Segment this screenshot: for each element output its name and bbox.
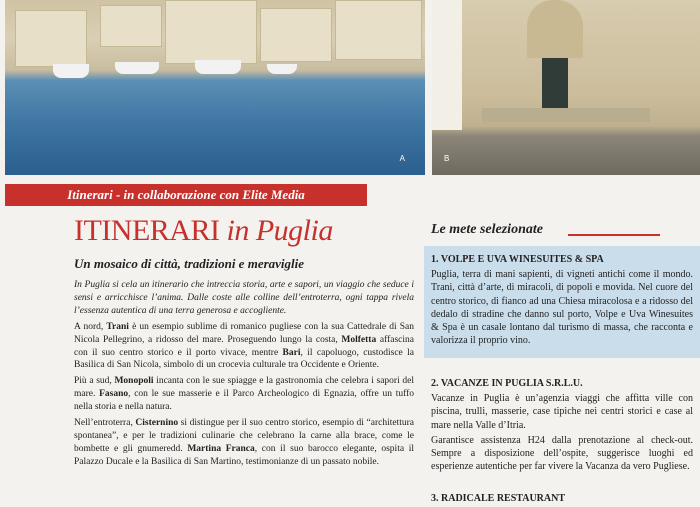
- paragraph-north: A nord, Trani è un esempio sublime di romanico pugliese con la sua Cattedrale di San Nicola Pellegrino, a ridosso del mare. Proseguendo lungo la costa, Molfetta affascina con il suo centro storico e il porto vivace, mentre Bari, il capoluogo, custodisce la Basilica di San Nicola, simbolo di un crocevia culturale tra Occidente e Oriente.: [74, 321, 415, 371]
- selected-destinations-heading: Le mete selezionate: [431, 222, 543, 237]
- article-subtitle: Un mosaico di città, tradizioni e meraviglie: [74, 256, 305, 271]
- place-molfetta: Molfetta: [341, 334, 377, 345]
- place-fasano: Fasano: [99, 389, 129, 400]
- place-monopoli: Monopoli: [114, 376, 154, 387]
- photo-cathedral: [432, 0, 700, 175]
- place-cisternino: Cisternino: [135, 418, 179, 429]
- destination-title: 3. RADICALE RESTAURANT: [431, 493, 565, 504]
- destination-text: Garantisce assistenza H24 dalla prenotazione al check-out. Sempre a disposizione dell’ospite, suggerisce luoghi ed esperienze autentiche per far vivere la Vacanza da vero Pugliese.: [431, 434, 693, 473]
- destination-title: 2. VACANZE IN PUGLIA S.R.L.U.: [431, 378, 583, 389]
- place-martina-franca: Martina Franca: [187, 443, 255, 454]
- intro-paragraph: In Puglia si cela un itinerario che intreccia storia, arte e sapori, un viaggio che seduce i sensi e arricchisce l’anima. Dalle coste alle colline dell’entroterra, ogni tappa rivela l’essenza autentica di una terra generosa e accogliente.: [74, 280, 414, 316]
- photo-harbor: [5, 0, 425, 175]
- paragraph-inland: Nell’entroterra, Cisternino si distingue per il suo centro storico, esempio di “architettura spontanea”, e per le tradizioni culinarie che celebrano la carne alla brace, come le bombette e gli gnumeredd. Martina Franca, con il suo barocco elegante, ospita il Palazzo Ducale e la Basilica di San Martino, testimonianze di un passato nobile.: [74, 418, 414, 467]
- photo-b-label: B: [444, 154, 450, 163]
- destination-title: 1. VOLPE E UVA WINESUITES & SPA: [431, 254, 604, 265]
- title-part-2: in Puglia: [226, 214, 333, 247]
- paragraph-south: Più a sud, Monopoli incanta con le sue spiagge e la gastronomia che celebra i sapori del mare. Fasano, con le sue masserie e il Parco Archeologico di Egnazia, offre un tuffo nella storia e nella natura.: [74, 376, 414, 413]
- destination-text: Puglia, terra di mani sapienti, di vigneti antichi come il mondo. Trani, città d’arte, di miracoli, di popoli e movida. Nel cuore del centro storico, di fianco ad una Chiesa miracolosa e a ridosso del dedalo di stradine che danno sul porto, Volpe e Uva Winesuites & Spa è un casale lontano dal turismo di massa, che racconta e valorizza il proprio vino.: [431, 269, 693, 347]
- title-part-1: ITINERARI: [74, 214, 227, 247]
- article-body: [74, 279, 414, 472]
- article-title: [74, 214, 333, 248]
- place-bari: Bari: [282, 347, 301, 358]
- destination-item: [431, 377, 693, 475]
- destination-text: Vacanze in Puglia è un’agenzia viaggi che affitta ville con piscina, trulli, masserie, case tipiche nei centri storici e case al mare nella Valle d’Itria.: [431, 393, 693, 431]
- place-trani: Trani: [106, 321, 129, 332]
- section-banner: Itinerari - in collaborazione con Elite Media: [5, 184, 367, 206]
- destination-item: [431, 253, 693, 349]
- photo-a-label: A: [399, 154, 405, 163]
- heading-rule: [568, 234, 660, 236]
